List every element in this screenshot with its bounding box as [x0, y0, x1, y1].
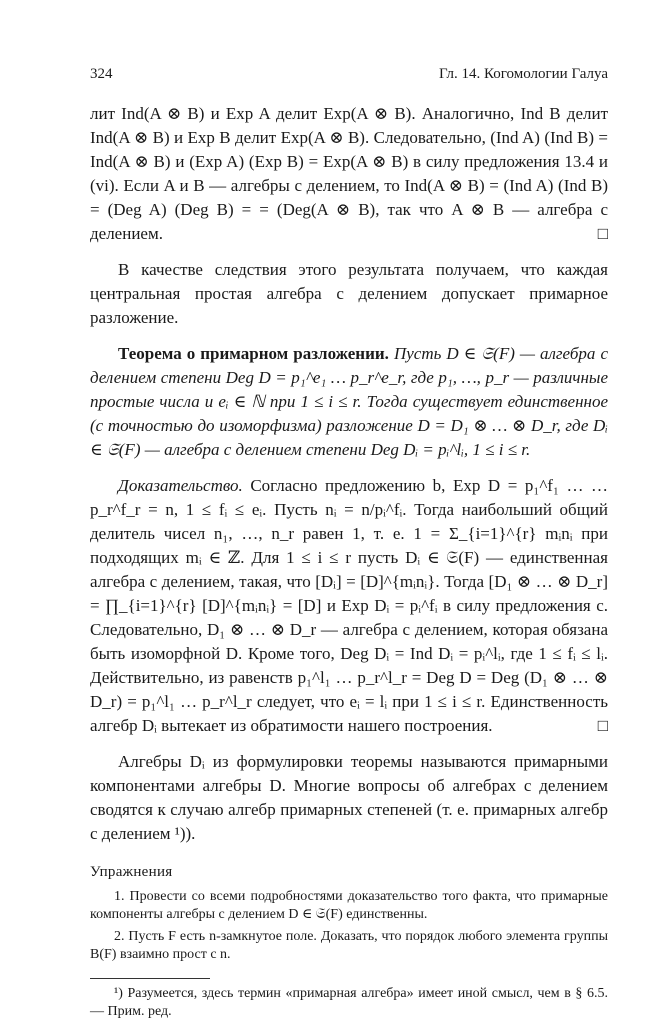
paragraph-corollary: В качестве следствия этого результата получаем, что каждая центральная простая алгебра с делением допускает примарное разложение. [90, 260, 608, 327]
qed-symbol: □ [597, 716, 608, 735]
paragraph-primary-components: Алгебры Dᵢ из формулировки теоремы называются примарными компонентами алгебры D. Многие вопросы об алгебрах с делением сводятся к случаю алгебр примарных степеней (т. е. примарных алгебр с делением ¹)). [90, 752, 608, 843]
theorem [90, 342, 608, 462]
qed-symbol: □ [597, 224, 608, 243]
proof-text: Согласно предложению b, Exp D = p₁^f₁ … … p_r^f_r = n, 1 ≤ fᵢ ≤ eᵢ. Пусть nᵢ = n/pᵢ^fᵢ. Тогда наибольший общий делитель чисел n₁, …, n_r равен 1, т. е. 1 = Σ_{i=1}^{r} mᵢnᵢ при подходящих mᵢ ∈ ℤ. Для 1 ≤ i ≤ r пусть Dᵢ ∈ 𝔖(F) — единственная алгебра с делением, такая, что [Dᵢ] = [D]^{mᵢnᵢ}. Тогда [D₁ ⊗ … ⊗ D_r] = ∏_{i=1}^{r} [D]^{mᵢnᵢ} = [D] и Exp Dᵢ = pᵢ^fᵢ в силу предложения c. Следовательно, D₁ ⊗ … ⊗ D_r — алгебра с делением, которая обязана быть изоморфной D. Кроме того, Deg Dᵢ = Ind Dᵢ = pᵢ^lᵢ, где 1 ≤ fᵢ ≤ lᵢ. Действительно, из равенств p₁^l₁ … p_r^l_r = Deg D = Deg (D₁ ⊗ … ⊗ D_r) = p₁^l₁ … p_r^l_r следует, что eᵢ = lᵢ при 1 ≤ i ≤ r. Единственность алгебр Dᵢ вытекает из обратимости нашего построения. [90, 476, 609, 735]
proof-label: Доказательство. [118, 476, 243, 495]
exercises-heading: Упражнения [90, 864, 173, 880]
footnote: ¹) Разумеется, здесь термин «примарная алгебра» имеет иной смысл, чем в § 6.5. — Прим. ред. [90, 986, 608, 1019]
proof [90, 474, 608, 738]
exercise-item: 1. Провести со всеми подробностями доказательство того факта, что примарные компоненты алгебры с делением D ∈ 𝔖(F) единственны. [90, 889, 608, 922]
chapter-title: Гл. 14. Когомологии Галуа [438, 66, 608, 82]
exercise-item: 2. Пусть F есть n-замкнутое поле. Доказать, что порядок любого элемента группы B(F) взаимно прост с n. [90, 929, 608, 962]
running-header [90, 66, 608, 88]
paragraph-text: лит Ind(A ⊗ B) и Exp A делит Exp(A ⊗ B). Аналогично, Ind B делит Ind(A ⊗ B) и Exp B делит Exp(A ⊗ B). Следовательно, (Ind A) (Ind B) = Ind(A ⊗ B) и (Exp A) (Exp B) = Exp(A ⊗ B) в силу предложения 13.4 и (vi). Если A и B — алгебры с делением, то Ind(A ⊗ B) = (Ind A) (Ind B) = (Deg A) (Deg B) = = (Deg(A ⊗ B), так что A ⊗ B — алгебра с делением. [90, 104, 608, 243]
footnote-divider [90, 978, 210, 979]
page-number: 324 [90, 66, 113, 82]
paragraph-continuation [90, 102, 608, 246]
theorem-statement: Пусть D ∈ 𝔖(F) — алгебра с делением степени Deg D = p₁^e₁ … p_r^e_r, где p₁, …, p_r — различные простые числа и eᵢ ∈ ℕ при 1 ≤ i ≤ r. Тогда существует единственное (с точностью до изоморфизма) разложение D = D₁ ⊗ … ⊗ D_r, где Dᵢ ∈ 𝔖(F) — алгебра с делением степени Deg Dᵢ = pᵢ^lᵢ, 1 ≤ i ≤ r. [90, 344, 608, 459]
page-body [90, 102, 608, 1021]
theorem-title: Теорема о примарном разложении. [118, 344, 389, 363]
